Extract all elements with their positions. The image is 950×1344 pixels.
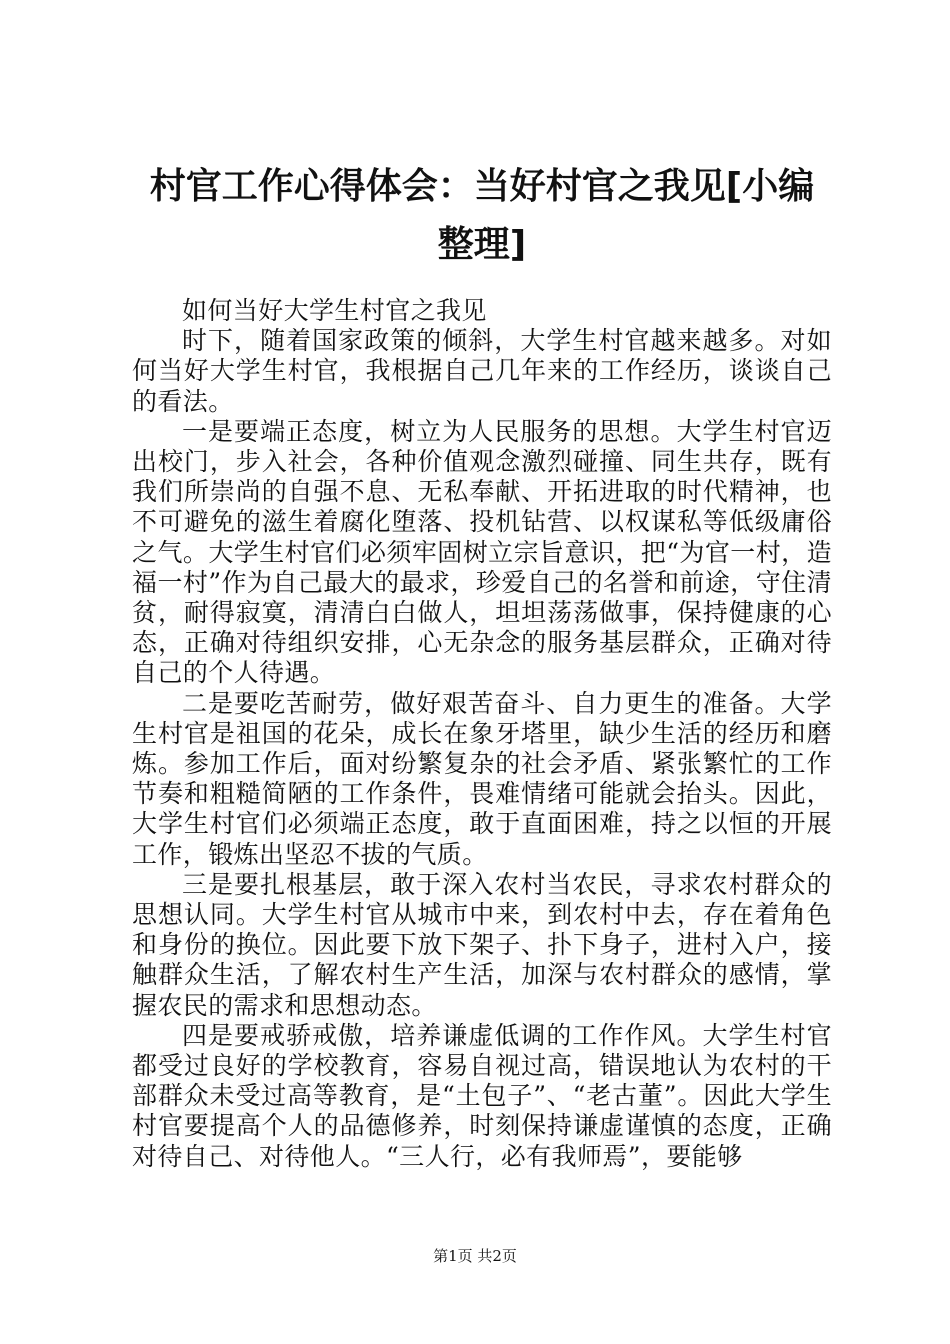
paragraph-point-1: 一是要端正态度，树立为人民服务的思想。大学生村官迈出校门，步入社会，各种价值观念激烈碰撞、同生共存，既有我们所崇尚的自强不息、无私奉献、开拓进取的时代精神，也不可避免的滋生着腐化堕落、投机钻营、以权谋私等低级庸俗之气。大学生村官们必须牢固树立宗旨意识，把“为官一村，造福一村”作为自己最大的最求，珍爱自己的名誉和前途，守住清贫，耐得寂寞，清清白白做人，坦坦荡荡做事，保持健康的心态，正确对待组织安排，心无杂念的服务基层群众，正确对待自己的个人待遇。 [132, 416, 832, 688]
document-body [132, 296, 832, 1172]
page-footer: 第1页 共2页 [433, 1247, 517, 1265]
paragraph-intro: 时下，随着国家政策的倾斜，大学生村官越来越多。对如何当好大学生村官，我根据自己几年来的工作经历，谈谈自己的看法。 [132, 326, 832, 416]
paragraph-point-4: 四是要戒骄戒傲，培养谦虚低调的工作作风。大学生村官都受过良好的学校教育，容易自视过高，错误地认为农村的干部群众未受过高等教育，是“土包子”、“老古董”。因此大学生村官要提高个人的品德修养，时刻保持谦虚谨慎的态度，正确对待自己、对待他人。“三人行，必有我师焉”，要能够 [132, 1020, 832, 1171]
paragraph-point-3: 三是要扎根基层，敢于深入农村当农民，寻求农村群众的思想认同。大学生村官从城市中来，到农村中去，存在着角色和身份的换位。因此要下放下架子、扑下身子，进村入户，接触群众生活，了解农村生产生活，加深与农村群众的感情，掌握农民的需求和思想动态。 [132, 869, 832, 1020]
paragraph-point-2: 二是要吃苦耐劳，做好艰苦奋斗、自力更生的准备。大学生村官是祖国的花朵，成长在象牙塔里，缺少生活的经历和磨炼。参加工作后，面对纷繁复杂的社会矛盾、紧张繁忙的工作节奏和粗糙简陋的工作条件，畏难情绪可能就会抬头。因此，大学生村官们必须端正态度，敢于直面困难，持之以恒的开展工作，锻炼出坚忍不拔的气质。 [132, 688, 832, 869]
document-title: 村官工作心得体会：当好村官之我见[小编整理] [149, 166, 815, 265]
subtitle: 如何当好大学生村官之我见 [182, 296, 487, 325]
